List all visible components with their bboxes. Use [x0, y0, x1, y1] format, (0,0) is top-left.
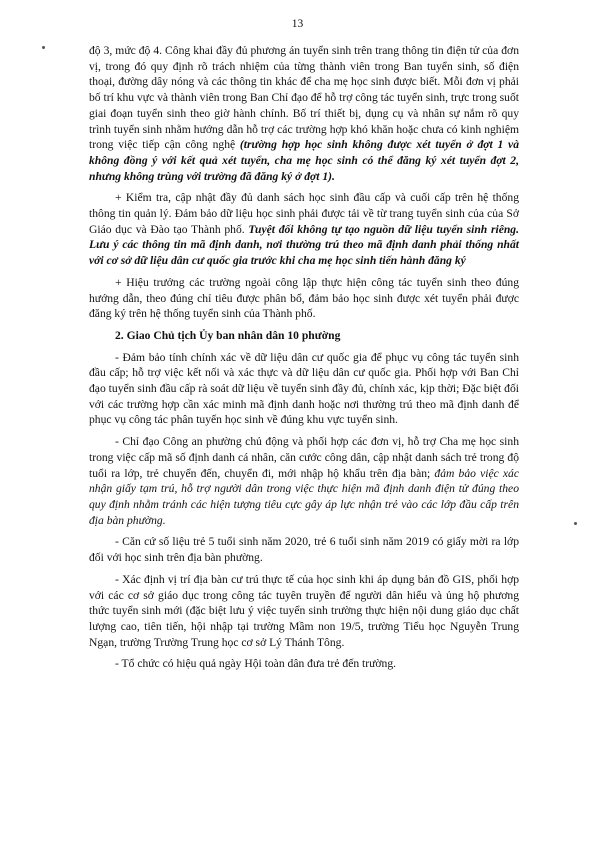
paragraph-5-note: đảm bảo việc xác nhận giấy tạm trú, hỗ trợ người dân trong việc thực hiện mã định danh điện tử đúng theo quy định nhằm tránh các hiện tượng tiêu cực gây áp lực nhận trẻ vào các lớp đầu cấp trên địa bàn phường.	[89, 466, 519, 527]
paragraph-2-text: + Kiểm tra, cập nhật đầy đủ danh sách học sinh đầu cấp và cuối cấp trên hệ thống thông tin quản lý. Đảm bảo dữ liệu học sinh phải được tải về từ trang tuyển sinh của của Sở Giáo dục và Đào tạo Thành phố.	[89, 191, 519, 236]
paragraph-5	[89, 434, 519, 528]
paragraph-1	[89, 43, 519, 184]
paragraph-2	[89, 190, 519, 269]
paragraph-5-text: - Chỉ đạo Công an phường chủ động và phối hợp các đơn vị, hỗ trợ Cha mẹ học sinh trong việc cấp mã số định danh cá nhân, căn cước công dân, cập nhật danh sách trẻ trong độ tuổi ra lớp, trẻ chuyển đến, chuyển đi, mới nhập hộ khẩu trên địa bàn;	[89, 435, 519, 480]
paragraph-1-note: (trường hợp học sinh không được xét tuyển ở đợt 1 và không đồng ý với kết quả xét tuyển, cha mẹ học sinh có thể đăng ký xét tuyển đợt 2, nhưng không trùng với trường đã đăng ký ở đợt 1).	[89, 138, 519, 183]
paragraph-2-note: Tuyệt đối không tự tạo nguồn dữ liệu tuyển sinh riêng. Lưu ý các thông tin mã định danh, nơi thường trú theo mã định danh phải thống nhất với cơ sở dữ liệu dân cư quốc gia trước khi cha mẹ học sinh tiến hành đăng ký	[89, 222, 519, 268]
scan-mark	[574, 522, 577, 525]
paragraph-4: - Đảm bảo tính chính xác về dữ liệu dân cư quốc gia để phục vụ công tác tuyển sinh đầu cấp; hỗ trợ việc kết nối và xác thực và dữ liệu dân cư quốc gia. Phối hợp với Ban Chỉ đạo tuyển sinh đầu cấp rà soát dữ liệu về tuyển sinh đầy đủ, chính xác, kịp thời; Đặc biệt đối với các trường hợp cần xác minh mã định danh hoặc nơi thường trú theo mã định danh để phục vụ công tác phân tuyến học sinh về đúng khu vực tuyển sinh.	[89, 350, 519, 427]
document-body	[89, 43, 519, 678]
paragraph-8: - Tổ chức có hiệu quả ngày Hội toàn dân đưa trẻ đến trường.	[115, 657, 397, 671]
paragraph-1-text: độ 3, mức độ 4. Công khai đầy đủ phương án tuyển sinh trên trang thông tin điện tử của đơn vị, trong đó quy định rõ trách nhiệm của từng thành viên trong Ban tuyển sinh, số điện thoại, đường dây nóng và các thông tin khác để cha mẹ học sinh được biết. Mỗi đơn vị phải bố trí khu vực và thành viên trong Ban Chỉ đạo để hỗ trợ công tác tuyển sinh, trực trong suốt giai đoạn tuyển sinh theo giờ hành chính. Bố trí thiết bị, dụng cụ và nhân sự nắm rõ quy trình tuyển sinh nhằm hướng dẫn hỗ trợ các trường hợp khó khăn hoặc chưa có kinh nghiệm trong việc tiếp cận công nghệ	[89, 44, 519, 152]
paragraph-3: + Hiệu trưởng các trường ngoài công lập thực hiện công tác tuyển sinh theo đúng hướng dẫn, theo đúng chỉ tiêu được phân bổ, đảm bảo học sinh được xét tuyển phải được đăng ký trên hệ thống tuyển sinh của Thành phố.	[89, 275, 519, 321]
paragraph-7: - Xác định vị trí địa bàn cư trú thực tế của học sinh khi áp dụng bản đồ GIS, phối hợp với các cơ sở giáo dục trong công tác tuyên truyền để người dân hiểu và ủng hộ phương thức tuyển sinh mới (đặc biệt lưu ý việc tuyển sinh trường thực hiện nội dung giáo dục chất lượng cao, tiên tiến, hội nhập tại trường Mầm non 19/5, trường Tiểu học Nguyễn Trung Ngạn, trường Trường Trung học cơ sở Lý Thánh Tông.	[89, 572, 519, 649]
page-number: 13	[291, 18, 304, 30]
paragraph-6: - Căn cứ số liệu trẻ 5 tuổi sinh năm 2020, trẻ 6 tuổi sinh năm 2019 có giấy mời ra lớp đối với học sinh trên địa bàn phường.	[89, 535, 519, 565]
scan-mark	[42, 46, 45, 49]
section-heading: 2. Giao Chủ tịch Ủy ban nhân dân 10 phường	[115, 328, 341, 342]
